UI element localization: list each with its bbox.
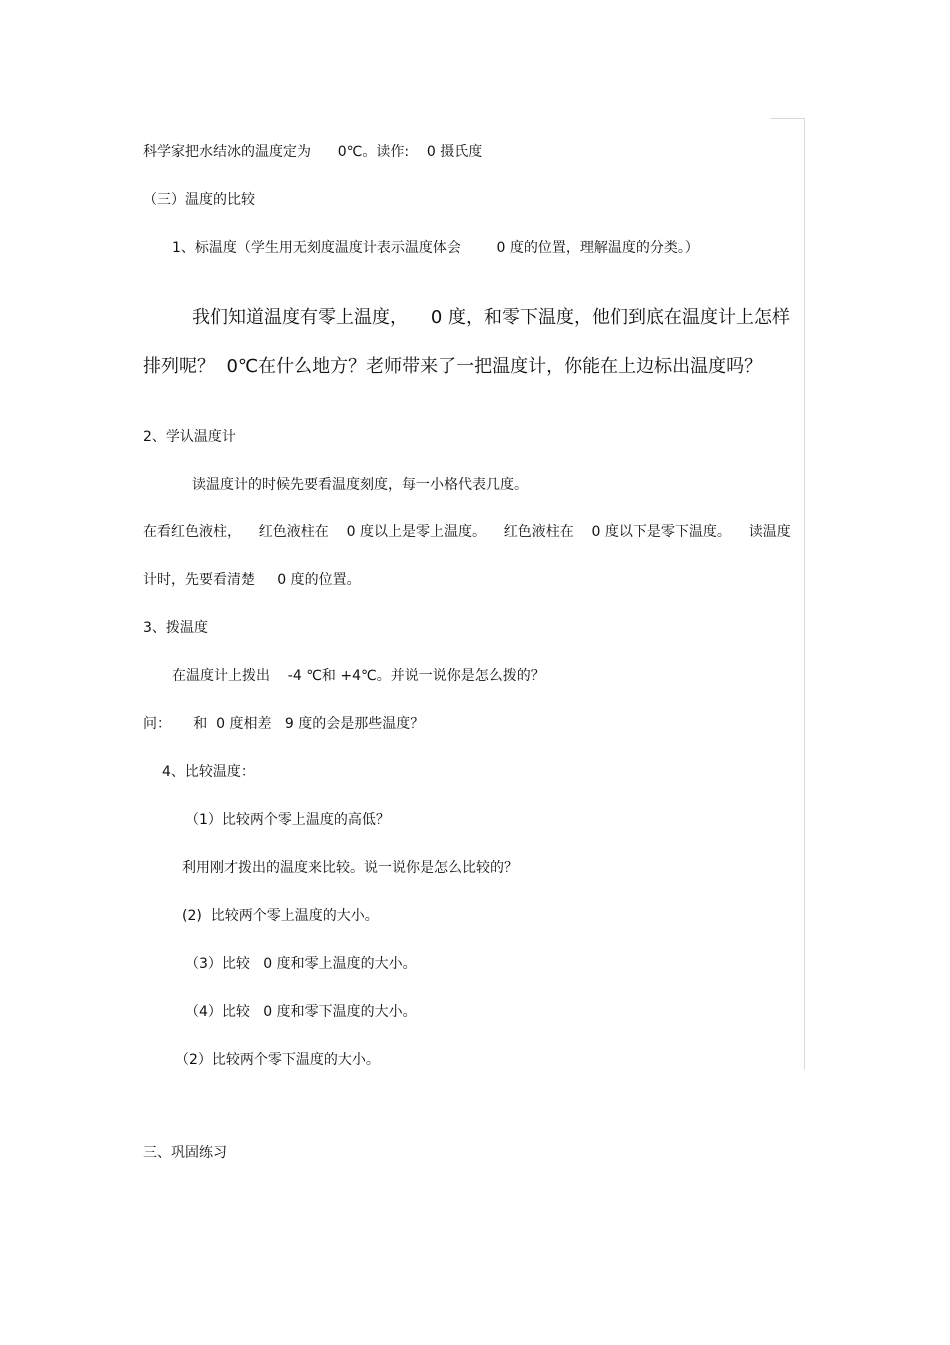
- compare-item-4: （4）比较 0 度和零下温度的大小。: [185, 1004, 417, 1020]
- paragraph-temperature-question-line-1: 我们知道温度有零上温度， 0 度，和零下温度，他们到底在温度计上怎样: [192, 307, 791, 328]
- step-3-set-temperature: 3、拨温度: [143, 620, 208, 636]
- text-line-question-9-degrees: 问： 和 0 度相差 9 度的会是那些温度？: [143, 716, 425, 732]
- step-1-mark-temperature: 1、标温度（学生用无刻度温度计表示温度体会 0 度的位置，理解温度的分类。）: [172, 240, 699, 256]
- text-line-zero-position: 计时，先要看清楚 0 度的位置。: [143, 572, 361, 588]
- page-frame-top-border: [770, 118, 805, 119]
- text-line-read-scale: 读温度计的时候先要看温度刻度，每一小格代表几度。: [192, 477, 528, 493]
- compare-item-1: （1）比较两个零上温度的高低？: [185, 812, 390, 828]
- heading-temperature-comparison: （三）温度的比较: [143, 192, 255, 208]
- compare-item-below-zero: （2）比较两个零下温度的大小。: [175, 1052, 380, 1068]
- step-4-compare-temperatures: 4、比较温度：: [162, 764, 255, 780]
- step-2-learn-thermometer: 2、学认温度计: [143, 429, 236, 445]
- text-line-compare-method: 利用刚才拨出的温度来比较。说一说你是怎么比较的？: [182, 860, 518, 876]
- text-line-red-liquid-column: 在看红色液柱， 红色液柱在 0 度以上是零上温度。 红色液柱在 0 度以下是零下温度。 读温度: [143, 524, 791, 540]
- heading-consolidation-practice: 三、巩固练习: [143, 1145, 227, 1161]
- paragraph-temperature-question-line-2: 排列呢？ 0℃在什么地方？老师带来了一把温度计，你能在上边标出温度吗？: [143, 356, 763, 377]
- text-line-set-minus-plus-4: 在温度计上拨出 -4 ℃和 +4℃。并说一说你是怎么拨的？: [172, 668, 545, 684]
- page-frame-right-border: [804, 118, 805, 1070]
- text-line-water-freezing: 科学家把水结冰的温度定为 0℃。读作: 0 摄氏度: [143, 144, 483, 160]
- compare-item-3: （3）比较 0 度和零上温度的大小。: [185, 956, 417, 972]
- compare-item-2: (2) 比较两个零上温度的大小。: [182, 908, 379, 924]
